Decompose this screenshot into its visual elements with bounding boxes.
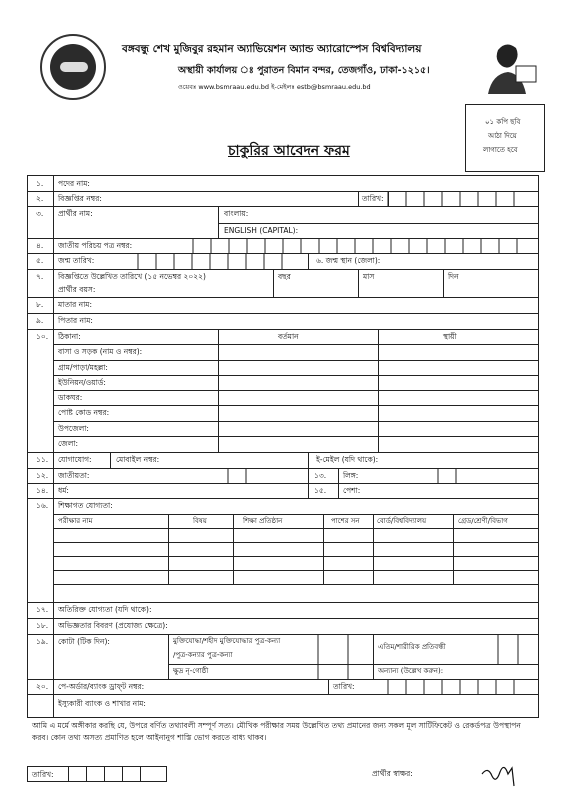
contact-line	[178, 84, 371, 91]
applicant-name-label: প্রার্থীর নাম:	[58, 209, 93, 218]
row-5-number: ৫.	[36, 256, 44, 265]
payorder-label: পে-অর্ডার/ব্যাংক ড্রাফ্‌ট নম্বর:	[58, 682, 145, 691]
declaration-text: আমি এ মর্মে অঙ্গীকার করছি যে, উপরে বর্ণিত তথ্যাবলী সম্পূর্ণ সত্য। মৌখিক পরীক্ষার সময় উল্লেখিত তথ্য প্রমানের জন্য সকল মূল সার্টিফিকেট ও রেকর্ডপত্র উপস্থাপন করব। কোন তথ্য অসত্য প্রমাণিত হলে আইনানুগ শাস্তি ভোগ করতে বাধ্য থাকব।	[32, 721, 521, 742]
handwritten-signature	[478, 752, 528, 792]
date-label: তারিখ:	[362, 194, 384, 203]
nationality-label: জাতীয়তা:	[58, 471, 90, 480]
ad-number-label: বিজ্ঞপ্তির নম্বর:	[58, 194, 102, 203]
mobile-label: মোবাইল নম্বর:	[116, 455, 160, 464]
union-label: ইউনিয়ন/ওয়ার্ড:	[58, 378, 106, 387]
row-4-number: ৪.	[36, 241, 44, 250]
gender-label: লিঙ্গ:	[343, 471, 359, 480]
payorder-date-label: তারিখ:	[333, 682, 355, 691]
office-address: অস্থায়ী কার্যালয় ঃ পুরাতন বিমান বন্দর, তেজগাঁও, ঢাকা-১২১৫।	[178, 65, 430, 76]
religion-label: ধর্ম:	[58, 486, 69, 495]
mother-name-label: মাতার নাম:	[58, 300, 92, 309]
father-name-label: পিতার নাম:	[58, 316, 93, 325]
english-name-label: ENGLISH (CAPITAL):	[224, 226, 299, 235]
university-logo	[40, 34, 106, 100]
row-17-number: ১৭.	[36, 605, 49, 614]
university-name: বঙ্গবন্ধু শেখ মুজিবুর রহমান অ্যাভিয়েশন অ্যান্ড অ্যারোস্পেস বিশ্ববিদ্যালয়	[122, 43, 422, 55]
present-address-header: বর্তমান	[278, 332, 299, 341]
row-15-number: ১৫.	[314, 486, 327, 495]
district-label: জেলা:	[58, 439, 79, 448]
email-text: estb@bsmraau.edu.bd	[296, 83, 371, 91]
edu-header-institution: শিক্ষা প্রতিষ্ঠান	[243, 517, 283, 525]
age-label-line2: প্রার্থীর বয়স:	[58, 285, 96, 294]
quota-label: কোটা (টিক দিন):	[58, 637, 110, 646]
row-18-number: ১৮.	[36, 621, 49, 630]
row-2-number: ২.	[36, 194, 44, 203]
row-1-number: ১.	[36, 179, 44, 188]
occupation-label: পেশা:	[343, 486, 361, 495]
row-16-number: ১৬.	[36, 501, 49, 510]
portrait-image	[478, 38, 538, 94]
email-label: ই-মেইলঃ	[271, 83, 295, 91]
village-label: গ্রাম/পাড়া/মহল্লা:	[58, 363, 108, 372]
edu-header-exam: পরীক্ষার নাম	[58, 517, 93, 525]
row-11-number: ১১.	[36, 455, 49, 464]
row-14-number: ১৪.	[36, 486, 49, 495]
experience-label: অভিজ্ঞতার বিবরণ (প্রযোজ্য ক্ষেত্রে):	[58, 621, 168, 630]
signature-label: প্রার্থীর স্বাক্ষর:	[372, 769, 413, 778]
month-label: মাস	[363, 272, 375, 281]
age-label-line1: বিজ্ঞপ্তিতে উল্লেখিত তারিখে (১৫ নভেম্বর ২০২২)	[58, 272, 206, 281]
footer-date-label: তারিখ:	[32, 770, 54, 779]
row-12-number: ১২.	[36, 471, 49, 480]
row-8-number: ৮.	[36, 300, 44, 309]
email-label: ই-মেইল (যদি থাকে):	[316, 455, 379, 464]
edu-header-subject: বিষয়	[193, 517, 207, 525]
quota-others[interactable]: অন্যান্য (উল্লেখ করুন):	[378, 667, 444, 675]
issuing-bank-label: ইস্যুকারী ব্যাংক ও শাখার নাম:	[58, 699, 146, 708]
house-road-label: বাসা ও সড়ক (নাম ও নম্বর):	[58, 347, 143, 356]
photo-note-3: লাগাতে হবে	[483, 146, 518, 154]
application-form-table	[27, 175, 539, 718]
edu-header-grade: গ্রেড/শ্রেণী/বিভাগ	[458, 517, 508, 525]
row-19-number: ১৯.	[36, 637, 49, 646]
extra-qualification-label: অতিরিক্ত যোগ্যতা (যদি থাকে):	[58, 605, 152, 614]
row-13-number: ১৩.	[314, 471, 327, 480]
row-9-number: ৯.	[36, 316, 44, 325]
form-title: চাকুরির আবেদন ফরম	[228, 143, 350, 159]
quota-freedom-fighter-1[interactable]: মুক্তিযোদ্ধা/শহীদ মুক্তিযোদ্ধার পুত্র-কন্যা	[173, 637, 281, 645]
post-office-label: ডাকঘর:	[58, 393, 83, 402]
photo-box	[465, 104, 545, 172]
footer-date-box	[27, 766, 167, 782]
birthplace-label: ৬. জন্ম স্থান (জেলা):	[316, 256, 381, 265]
website-text: www.bsmraau.edu.bd	[198, 83, 270, 91]
bangla-name-label: বাংলায়:	[224, 209, 249, 218]
address-label: ঠিকানা:	[58, 332, 81, 341]
education-label: শিক্ষাগত যোগ্যতা:	[58, 501, 113, 510]
photo-note-1: ০১ কপি ছবি	[485, 118, 521, 126]
nid-label: জাতীয় পরিচয় পত্র নম্বর:	[58, 241, 133, 250]
website-label: ওয়েবঃ	[178, 83, 197, 91]
permanent-address-header: স্থায়ী	[443, 332, 457, 341]
upazila-label: উপজেলা:	[58, 424, 89, 433]
post-code-label: পোষ্ট কোড নম্বর:	[58, 408, 110, 417]
edu-header-board: বোর্ড/বিশ্ববিদ্যালয়	[377, 517, 427, 525]
contact-label: যোগাযোগ:	[58, 455, 92, 464]
dob-label: জন্ম তারিখ:	[58, 256, 95, 265]
row-7-number: ৭.	[36, 272, 44, 281]
day-label: দিন	[448, 272, 459, 281]
row-20-number: ২০.	[36, 682, 49, 691]
row-10-number: ১০.	[36, 332, 49, 341]
row-3-number: ৩.	[36, 209, 44, 218]
year-label: বছর	[278, 272, 291, 281]
post-name-label: পদের নাম:	[58, 179, 90, 188]
quota-ethnic-minority[interactable]: ক্ষুদ্র নৃ-গোষ্ঠী	[173, 667, 209, 675]
edu-header-year: পাশের সন	[331, 517, 360, 525]
photo-note-2: আঠা দিয়ে	[488, 132, 517, 140]
quota-orphan-disabled[interactable]: এতিম/শারীরিক প্রতিবন্ধী	[378, 643, 446, 651]
quota-freedom-fighter-2: /পুত্র-কন্যার পুত্র-কন্যা	[173, 651, 233, 659]
